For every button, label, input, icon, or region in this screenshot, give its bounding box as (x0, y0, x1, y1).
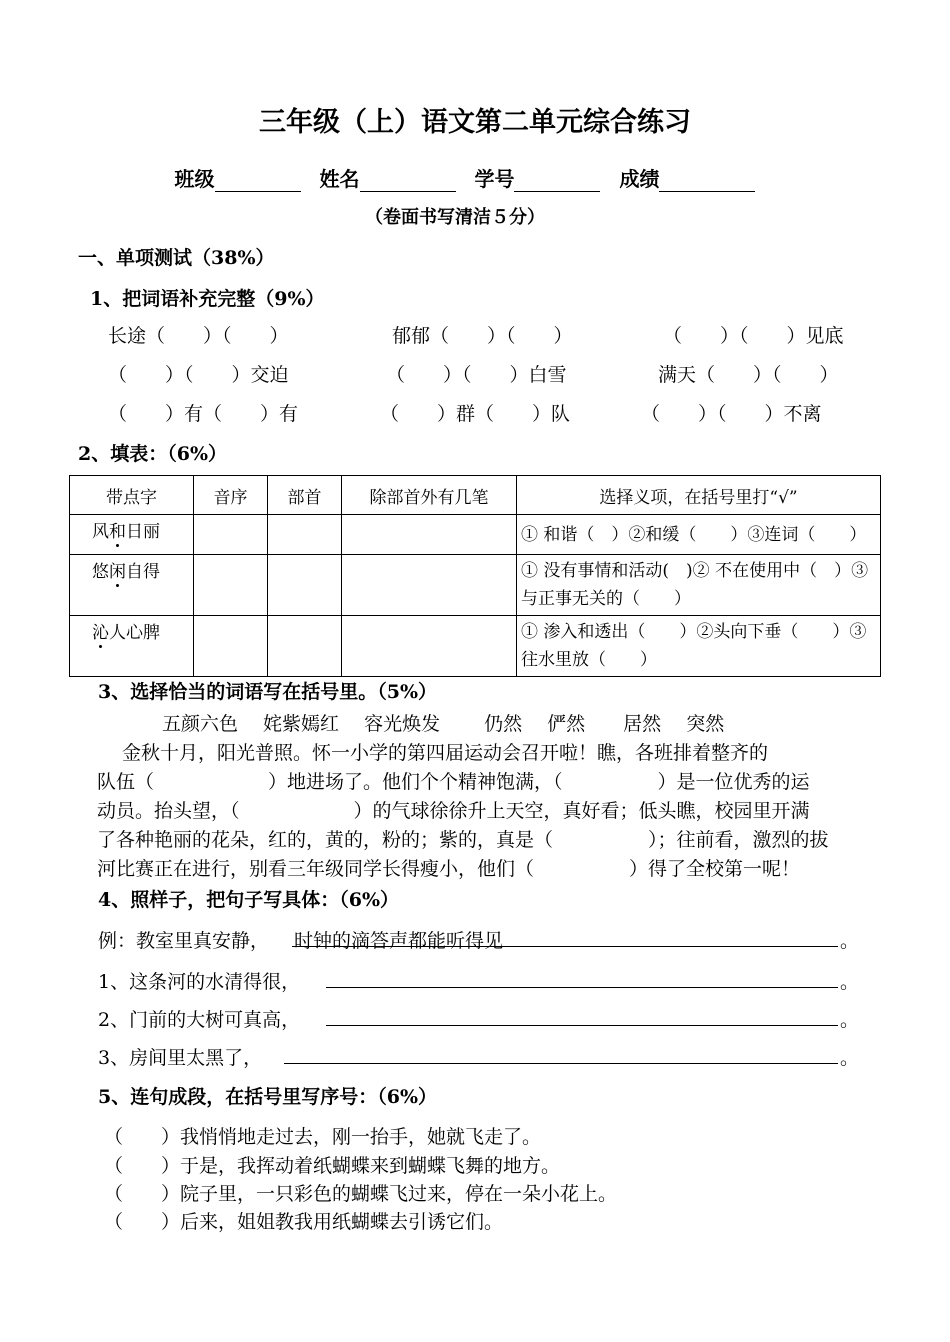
page-title: 三年级（上）语文第二单元综合练习 (259, 107, 691, 138)
example-prefix: 例：教室里真安静， (98, 930, 270, 952)
table-row (70, 555, 881, 616)
end-mark: 。 (840, 1009, 860, 1031)
passage-line: 金秋十月，阳光普照。怀一小学的第四届运动会召开啦！瞧，各班排着整齐的 (97, 742, 769, 764)
fill-table (69, 475, 881, 677)
example-underline (292, 946, 838, 947)
end-mark: 。 (840, 930, 860, 952)
answer-cell[interactable] (194, 515, 268, 555)
q1-item: （ ）群（ ）队 (380, 403, 571, 425)
q1-item: （ ）（ ）见底 (663, 325, 844, 347)
answer-cell[interactable] (268, 616, 342, 677)
example-answer: 时钟的滴答声都能听得见 (294, 930, 504, 952)
header-cell: 选择义项，在括号里打“√” (517, 476, 881, 515)
answer-line[interactable] (326, 987, 838, 988)
word-choices: 五颜六色 姹紫嫣红 容光焕发 仍然 俨然 居然 突然 (162, 713, 725, 735)
student-info-row (0, 163, 930, 192)
answer-cell[interactable] (268, 555, 342, 616)
score-blank[interactable] (659, 171, 755, 192)
dotted-char: 沁 (92, 623, 109, 643)
sentence-item: （ ）后来，姐姐教我用纸蝴蝶去引诱它们。 (104, 1211, 504, 1233)
class-blank[interactable] (215, 171, 301, 192)
dotted-char: 闲 (109, 562, 126, 582)
header-cell: 带点字 (70, 476, 194, 515)
q1-item: 郁郁（ ）（ ） (392, 325, 573, 347)
q1-item: 长途（ ）（ ） (108, 325, 289, 347)
word-cell: 风和日丽 (70, 515, 194, 555)
q4-prompt: 3、房间里太黑了， (98, 1047, 263, 1069)
answer-line[interactable] (284, 1063, 838, 1064)
passage-line: 了各种艳丽的花朵，红的，黄的，粉的；紫的，真是（ ）；往前看，激烈的拔 (97, 829, 829, 851)
q1-item: （ ）（ ）白雪 (386, 364, 567, 386)
answer-cell[interactable] (342, 515, 517, 555)
sentence-item: （ ）我悄悄地走过去，刚一抬手，她就飞走了。 (104, 1126, 542, 1148)
options-cell: ① 渗入和透出（ ）②头向下垂（ ）③往水里放（ ） (517, 616, 881, 677)
header-cell: 除部首外有几笔 (342, 476, 517, 515)
dotted-char: 和 (109, 522, 126, 542)
word-cell: 悠闲自得 (70, 555, 194, 616)
score-label: 成绩 (619, 167, 660, 191)
answer-cell[interactable] (342, 616, 517, 677)
section-1-heading: 一、单项测试（38%） (78, 247, 275, 269)
answer-cell[interactable] (194, 616, 268, 677)
table-row (70, 515, 881, 555)
answer-line[interactable] (326, 1025, 838, 1026)
passage-line: 队伍（ ）地进场了。他们个个精神饱满，（ ）是一位优秀的运 (97, 771, 810, 793)
table-header-row (70, 476, 881, 515)
q3-heading: 3、选择恰当的词语写在括号里。（5%） (98, 681, 437, 703)
q4-heading: 4、照样子，把句子写具体：（6%） (98, 889, 399, 911)
q5-heading: 5、连句成段，在括号里写序号：（6%） (98, 1086, 437, 1108)
q2-heading: 2、填表：（6%） (78, 443, 227, 465)
name-label: 姓名 (319, 167, 360, 191)
q1-item: （ ）有（ ）有 (108, 403, 299, 425)
header-cell: 部首 (268, 476, 342, 515)
answer-cell[interactable] (342, 555, 517, 616)
sentence-item: （ ）于是，我挥动着纸蝴蝶来到蝴蝶飞舞的地方。 (104, 1155, 561, 1177)
sentence-item: （ ）院子里，一只彩色的蝴蝶飞过来，停在一朵小花上。 (104, 1183, 618, 1205)
class-label: 班级 (174, 167, 215, 191)
neatness-note: （卷面书写清洁５分） (365, 207, 545, 228)
name-blank[interactable] (360, 171, 456, 192)
answer-cell[interactable] (268, 515, 342, 555)
q1-heading: 1、把词语补充完整（9%） (90, 288, 325, 310)
q4-prompt: 2、门前的大树可真高， (98, 1009, 301, 1031)
q4-prompt: 1、这条河的水清得很， (98, 971, 301, 993)
header-cell: 音序 (194, 476, 268, 515)
q1-item: （ ）（ ）不离 (641, 403, 822, 425)
passage-line: 动员。抬头望，（ ）的气球徐徐升上天空，真好看；低头瞧，校园里开满 (97, 800, 810, 822)
end-mark: 。 (840, 1047, 860, 1069)
end-mark: 。 (840, 971, 860, 993)
passage-line: 河比赛正在进行，别看三年级同学长得瘦小，他们（ ）得了全校第一呢！ (97, 858, 801, 880)
word-cell: 沁人心脾 (70, 616, 194, 677)
number-blank[interactable] (514, 171, 600, 192)
options-cell: ① 没有事情和活动( )② 不在使用中（ ）③与正事无关的（ ） (517, 555, 881, 616)
q1-item: （ ）（ ）交迫 (108, 364, 289, 386)
table-row (70, 616, 881, 677)
q1-item: 满天（ ）（ ） (658, 364, 839, 386)
answer-cell[interactable] (194, 555, 268, 616)
number-label: 学号 (474, 167, 515, 191)
options-cell: ① 和谐（ ）②和缓（ ）③连词（ ） (517, 515, 881, 555)
